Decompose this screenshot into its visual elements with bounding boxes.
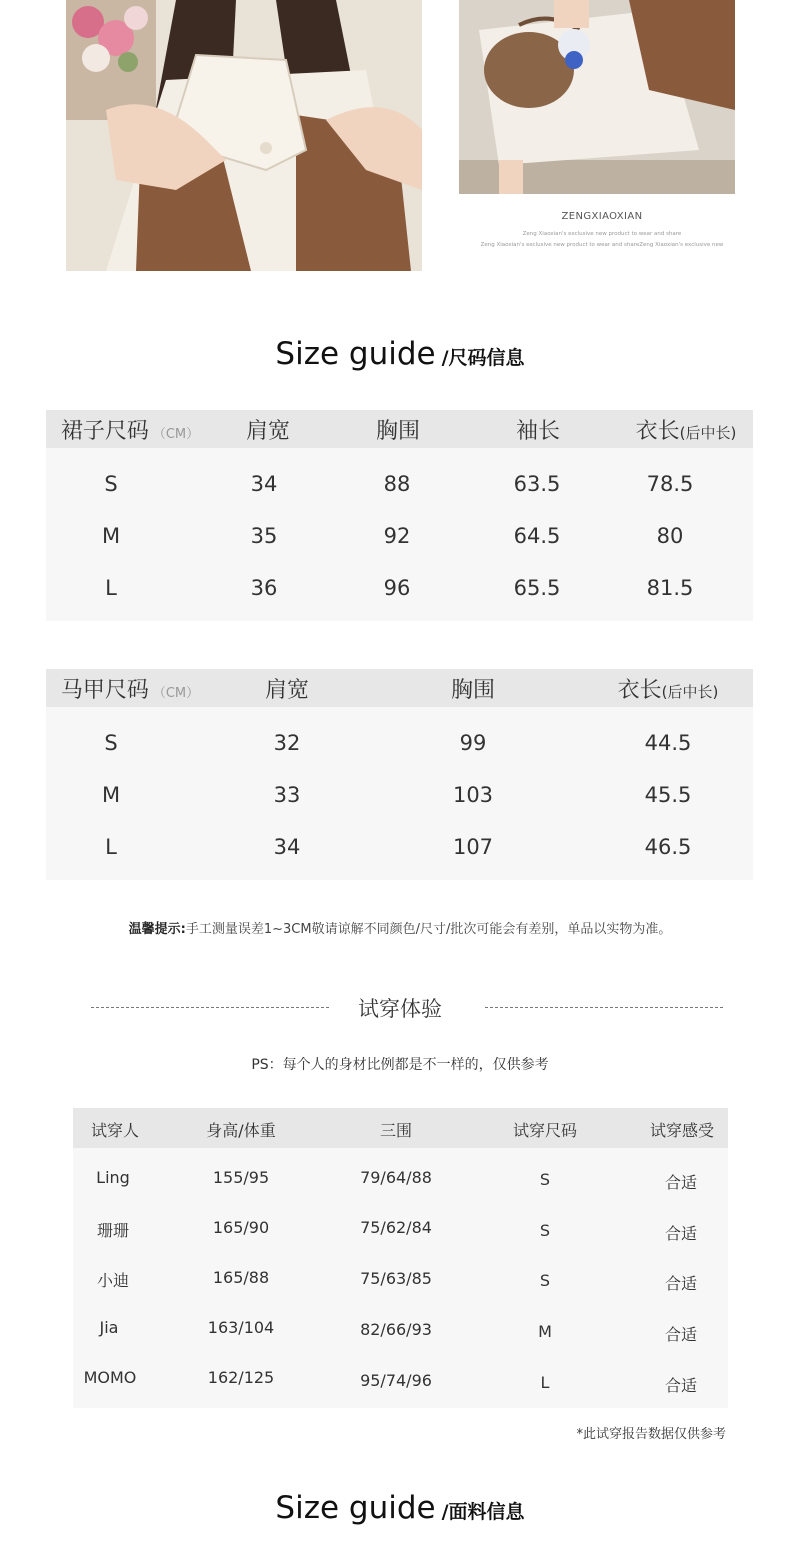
vest-header-length: 衣长(后中长)	[617, 678, 719, 703]
table-cell: 95/74/96	[360, 1371, 432, 1390]
table-cell: S	[104, 472, 118, 496]
table-cell: 75/62/84	[360, 1218, 432, 1237]
brand-tagline-repeat: Zeng Xiaoxian's exclusive new product to wear and shareZeng Xiaoxian's exclusive new	[480, 242, 724, 248]
table-cell: 合适	[664, 1325, 698, 1344]
table-cell: 36	[250, 576, 278, 600]
tip-label: 温馨提示:	[128, 922, 186, 937]
table-cell: 75/63/85	[360, 1269, 432, 1288]
table-cell: 45.5	[644, 783, 692, 807]
table-cell: 65.5	[513, 576, 561, 600]
fabric-guide-title-en: Size guide	[275, 1490, 436, 1526]
skirt-header-shoulder: 肩宽	[245, 419, 291, 444]
product-photo-detail	[459, 0, 735, 194]
table-cell: 81.5	[646, 576, 694, 600]
table-cell: 155/95	[212, 1168, 270, 1187]
skirt-header-length: 衣长(后中长)	[635, 419, 737, 444]
table-cell: 34	[250, 472, 278, 496]
fit-header-feeling: 试穿感受	[649, 1121, 715, 1140]
table-cell: L	[105, 576, 117, 600]
table-cell: 165/88	[212, 1268, 270, 1287]
product-photo-front	[66, 0, 422, 271]
table-cell: 80	[656, 524, 684, 548]
table-cell: 63.5	[513, 472, 561, 496]
skirt-header-size: 裙子尺码 （CM）	[60, 419, 200, 444]
table-cell: 99	[459, 731, 487, 755]
size-guide-title	[0, 336, 800, 372]
table-cell: 珊珊	[96, 1221, 130, 1240]
ps-note: PS：每个人的身材比例都是不一样的，仅供参考	[251, 1057, 549, 1073]
table-cell: Ling	[96, 1168, 130, 1187]
table-cell: 32	[273, 731, 301, 755]
skirt-header-bust: 胸围	[375, 419, 421, 444]
dashed-divider-right	[485, 1007, 723, 1008]
table-cell: 35	[250, 524, 278, 548]
table-cell: S	[104, 731, 118, 755]
fabric-guide-title	[0, 1490, 800, 1526]
measurement-tip	[0, 918, 800, 937]
table-cell: Jia	[99, 1318, 119, 1337]
fit-header-height-weight: 身高/体重	[206, 1121, 276, 1140]
vest-size-table	[46, 669, 753, 880]
table-cell: 78.5	[646, 472, 694, 496]
table-cell: S	[539, 1170, 551, 1189]
table-cell: 合适	[664, 1376, 698, 1395]
table-cell: M	[538, 1322, 552, 1341]
fit-report-note: *此试穿报告数据仅供参考	[576, 1427, 726, 1442]
table-cell: 合适	[664, 1224, 698, 1243]
table-cell: 46.5	[644, 835, 692, 859]
table-cell: 163/104	[207, 1318, 275, 1337]
size-guide-title-en: Size guide	[275, 336, 436, 372]
table-cell: 96	[383, 576, 411, 600]
table-cell: S	[539, 1271, 551, 1290]
trial-heading	[0, 993, 800, 1023]
vest-header-bust: 胸围	[450, 678, 496, 703]
table-cell: 107	[452, 835, 494, 859]
table-cell: 合适	[664, 1274, 698, 1293]
table-cell: 103	[452, 783, 494, 807]
table-cell: 64.5	[513, 524, 561, 548]
skirt-size-table	[46, 410, 753, 621]
vest-header-size: 马甲尺码 （CM）	[60, 678, 200, 703]
table-cell: M	[101, 783, 121, 807]
table-cell: 79/64/88	[360, 1168, 432, 1187]
table-cell: 82/66/93	[360, 1320, 432, 1339]
fit-header-tester: 试穿人	[90, 1121, 140, 1140]
brand-name: ZENGXIAOXIAN	[561, 211, 643, 222]
vest-header-shoulder: 肩宽	[264, 678, 310, 703]
fabric-guide-title-zh: /面料信息	[441, 1501, 525, 1523]
size-guide-title-zh: /尺码信息	[441, 347, 525, 369]
skirt-header-sleeve: 袖长	[515, 419, 561, 444]
table-cell: MOMO	[83, 1368, 137, 1387]
table-cell: 88	[383, 472, 411, 496]
table-cell: 162/125	[207, 1368, 275, 1387]
table-cell: 合适	[664, 1173, 698, 1192]
table-cell: S	[539, 1221, 551, 1240]
table-cell: 33	[273, 783, 301, 807]
fit-trial-table	[73, 1108, 728, 1408]
table-cell: 34	[273, 835, 301, 859]
tip-text: 手工测量误差1~3CM敬请谅解不同颜色/尺寸/批次可能会有差别，单品以实物为准。	[185, 922, 672, 937]
fit-header-measurements: 三围	[379, 1121, 413, 1140]
table-cell: M	[101, 524, 121, 548]
trial-title: 试穿体验	[358, 997, 442, 1021]
table-cell: 92	[383, 524, 411, 548]
table-cell: 165/90	[212, 1218, 270, 1237]
fit-header-size: 试穿尺码	[512, 1121, 578, 1140]
table-cell: L	[540, 1373, 550, 1392]
table-cell: 44.5	[644, 731, 692, 755]
brand-tagline: Zeng Xiaoxian's exclusive new product to wear and share	[522, 231, 682, 237]
table-cell: L	[105, 835, 117, 859]
table-cell: 小迪	[96, 1271, 130, 1290]
